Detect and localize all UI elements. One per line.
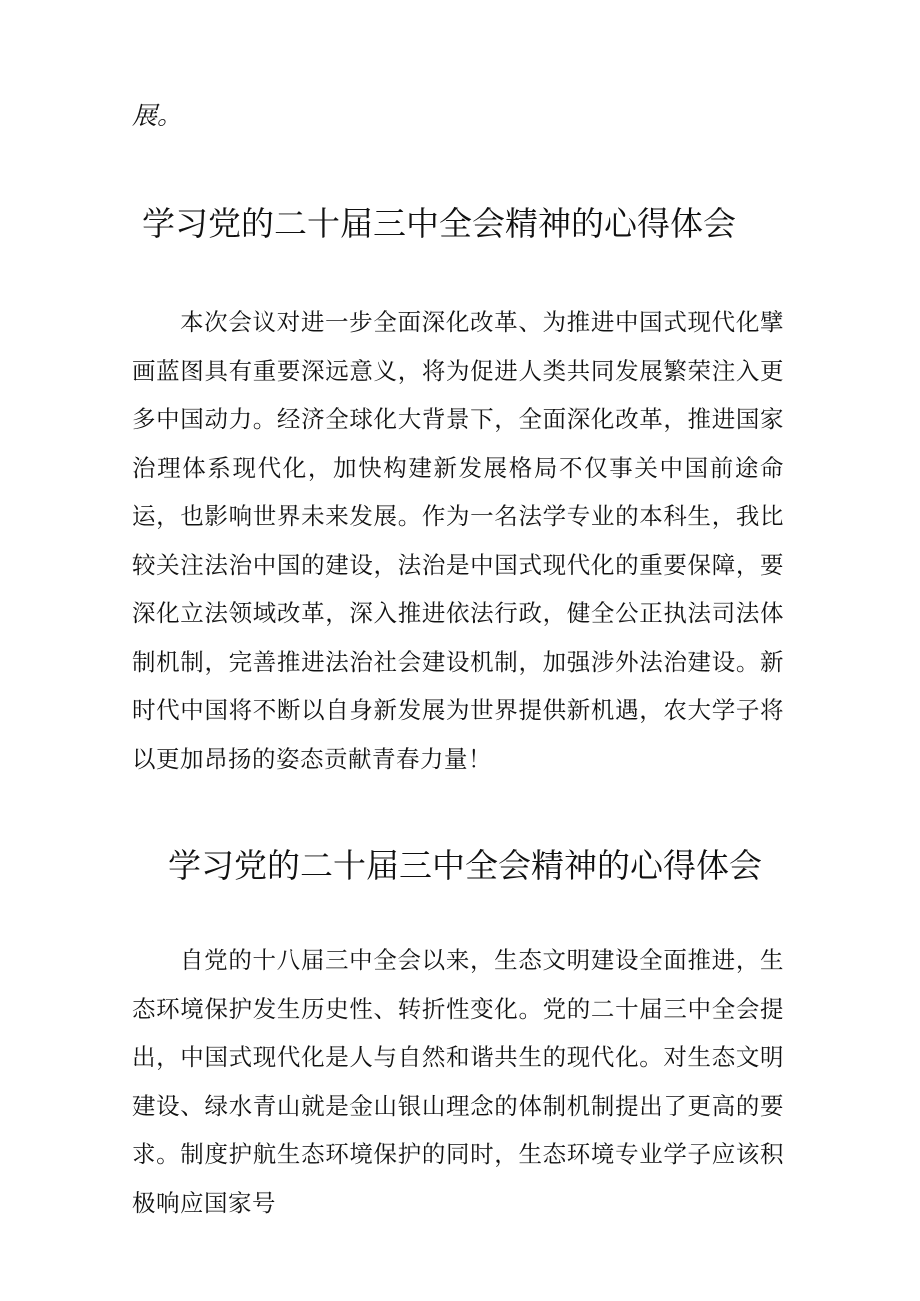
section-paragraph-2: 自党的十八届三中全会以来，生态文明建设全面推进，生态环境保护发生历史性、转折性变化。党的二十届三中全会提出，中国式现代化是人与自然和谐共生的现代化。对生态文明建设、绿水青山就是金山银山理念的体制机制提出了更高的要求。制度护航生态环境保护的同时，生态环境专业学子应该积极响应国家号 xyxy=(132,946,784,1217)
continuation-text: 展。 xyxy=(132,101,183,130)
section-heading-2: 学习党的二十届三中全会精神的心得体会 xyxy=(168,846,762,885)
section-heading-1: 学习党的二十届三中全会精神的心得体会 xyxy=(142,204,736,243)
section-paragraph-1: 本次会议对进一步全面深化改革、为推进中国式现代化擘画蓝图具有重要深远意义，将为促进人类共同发展繁荣注入更多中国动力。经济全球化大背景下，全面深化改革，推进国家治理体系现代化，加快构建新发展格局不仅事关中国前途命运，也影响世界未来发展。作为一名法学专业的本科生，我比较关注法治中国的建设，法治是中国式现代化的重要保障，要深化立法领域改革，深入推进依法行政，健全公正执法司法体制机制，完善推进法治社会建设机制，加强涉外法治建设。新时代中国将不断以自身新发展为世界提供新机遇，农大学子将以更加昂扬的姿态贡献青春力量！ xyxy=(132,308,784,773)
